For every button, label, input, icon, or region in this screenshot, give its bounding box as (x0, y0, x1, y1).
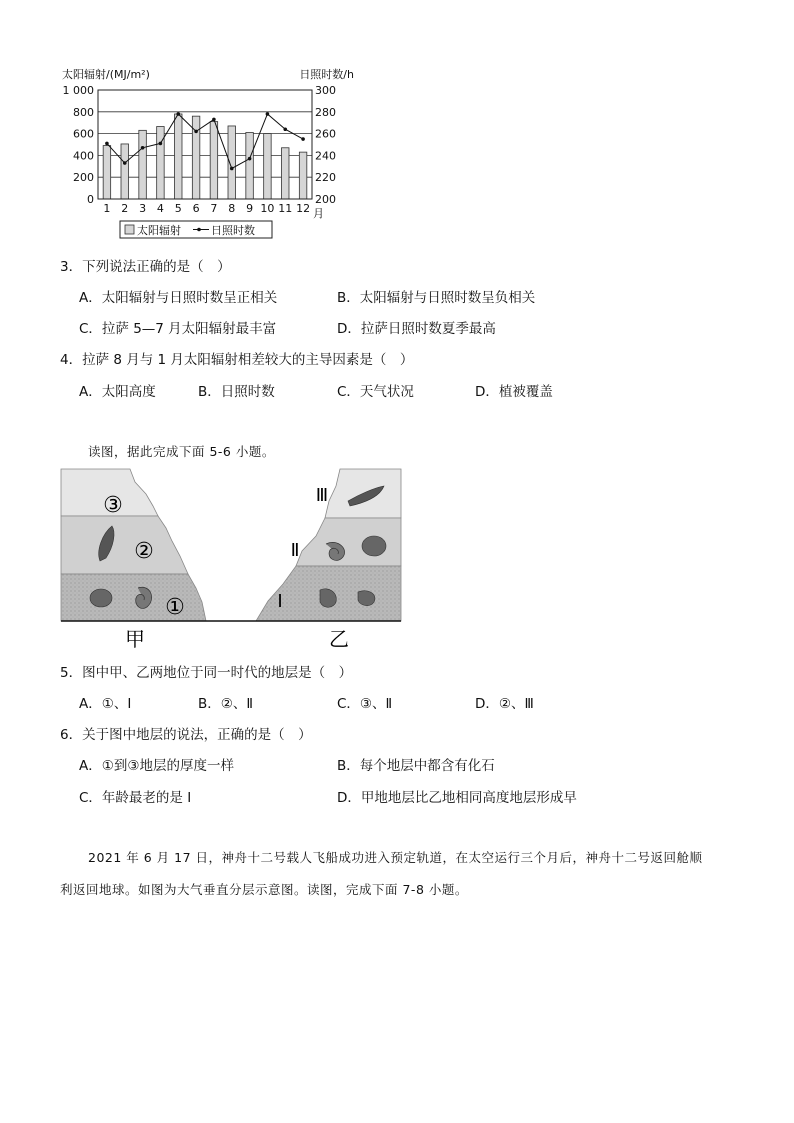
bar-5 (175, 114, 182, 199)
right-layer-label-2: Ⅱ (290, 540, 300, 561)
bar-7 (210, 122, 217, 199)
intro-7-8-line-2: 利返回地球。如图为大气垂直分层示意图。读图，完成下面 7-8 小题。 (60, 882, 468, 897)
bar-12 (299, 152, 306, 199)
bar-1 (103, 146, 110, 199)
chart-legend (120, 221, 272, 238)
line-point-5 (176, 112, 180, 116)
line-point-9 (248, 157, 252, 161)
y-right-tick-label: 260 (315, 127, 336, 141)
question-6-option-a[interactable]: A．①到③地层的厚度一样 (79, 758, 234, 774)
y-right-tick-label: 220 (315, 171, 336, 185)
question-4-option-a[interactable]: A．太阳高度 (79, 384, 156, 400)
question-5-option-d[interactable]: D．②、Ⅲ (475, 696, 534, 712)
line-point-12 (301, 137, 305, 141)
sunshine-hours-line (107, 114, 303, 169)
fossil-shell-right-3 (358, 591, 375, 606)
x-tick-label: 10 (260, 202, 275, 215)
question-4-stem: 4．拉萨 8 月与 1 月太阳辐射相差较大的主导因素是（ ） (60, 352, 414, 368)
right-layer-label-1: Ⅰ (277, 591, 283, 612)
y-left-tick-label: 200 (73, 171, 94, 185)
line-point-8 (230, 167, 234, 171)
question-5-option-a[interactable]: A．①、Ⅰ (79, 696, 132, 712)
x-tick-label: 11 (278, 202, 293, 215)
question-4-option-c[interactable]: C．天气状况 (337, 384, 414, 400)
x-tick-label: 3 (139, 202, 147, 215)
y-right-axis-label: 日照时数/h (299, 68, 354, 81)
question-6-stem: 6．关于图中地层的说法，正确的是（ ） (60, 727, 312, 743)
left-strata (61, 469, 206, 621)
line-point-7 (212, 118, 216, 122)
line-point-6 (194, 130, 198, 134)
left-layer-2 (61, 516, 188, 574)
y-left-tick-label: 1 000 (62, 84, 94, 97)
question-4-option-b[interactable]: B．日照时数 (198, 384, 275, 400)
y-left-tick-label: 400 (73, 149, 94, 163)
legend-line-label: 日照时数 (211, 224, 255, 237)
x-ticks (103, 202, 310, 215)
question-3-stem: 3．下列说法正确的是（ ） (60, 259, 231, 275)
x-tick-label: 7 (210, 202, 218, 215)
x-tick-label: 5 (174, 202, 182, 215)
legend-bar-label: 太阳辐射 (137, 224, 181, 237)
question-5-option-c[interactable]: C．③、Ⅱ (337, 696, 393, 712)
question-5-option-b[interactable]: B．②、Ⅱ (198, 696, 254, 712)
right-strata (256, 469, 401, 621)
bar-11 (282, 148, 289, 199)
y-right-tick-label: 200 (315, 193, 336, 206)
right-layer-label-3: Ⅲ (315, 485, 329, 506)
y-right-tick-label: 300 (315, 84, 336, 97)
question-5-stem: 5．图中甲、乙两地位于同一时代的地层是（ ） (60, 665, 353, 681)
line-point-11 (283, 127, 287, 131)
bar-9 (246, 133, 253, 199)
bar-series (103, 114, 307, 199)
x-tick-label: 12 (296, 202, 311, 215)
line-point-3 (141, 146, 145, 150)
y-left-tick-label: 0 (87, 193, 94, 206)
y-left-axis-label: 太阳辐射/(MJ/m²) (62, 68, 150, 81)
line-point-10 (266, 112, 270, 116)
y-right-tick-label: 240 (315, 149, 336, 163)
x-tick-label: 4 (156, 202, 164, 215)
bar-2 (121, 144, 128, 199)
x-tick-label: 8 (228, 202, 236, 215)
line-point-2 (123, 161, 127, 165)
y-left-tick-label: 800 (73, 105, 94, 119)
question-3-option-a[interactable]: A．太阳辐射与日照时数呈正相关 (79, 290, 278, 306)
question-3-option-d[interactable]: D．拉萨日照时数夏季最高 (337, 321, 496, 337)
question-3-option-c[interactable]: C．拉萨 5—7 月太阳辐射最丰富 (79, 321, 277, 337)
location-label-jia: 甲 (125, 627, 145, 650)
strata-diagram (58, 466, 404, 650)
line-series (105, 112, 305, 170)
x-tick-label: 6 (192, 202, 200, 215)
intro-5-6: 读图，据此完成下面 5-6 小题。 (88, 444, 275, 459)
y-left-tick-label: 600 (73, 127, 94, 141)
y-right-ticks (315, 84, 336, 206)
y-left-ticks (63, 84, 95, 206)
bar-3 (139, 130, 146, 199)
left-layer-label-3: ③ (103, 493, 123, 518)
location-label-yi: 乙 (329, 627, 349, 650)
bar-4 (157, 127, 164, 199)
left-layer-label-1: ① (165, 595, 185, 620)
x-tick-label: 9 (246, 202, 254, 215)
fossil-shell-right-1 (362, 536, 386, 556)
solar-radiation-chart (58, 66, 358, 242)
line-point-4 (159, 142, 163, 146)
question-6-option-c[interactable]: C．年龄最老的是 I (79, 790, 192, 806)
line-point-1 (105, 142, 109, 146)
question-6-option-d[interactable]: D．甲地地层比乙地相同高度地层形成早 (337, 790, 577, 806)
legend-line-marker (197, 228, 201, 232)
chart-gridlines (98, 112, 312, 177)
question-4-option-d[interactable]: D．植被覆盖 (475, 384, 553, 400)
plot-frame (98, 90, 312, 199)
legend-bar-swatch (125, 225, 134, 234)
bar-10 (264, 134, 271, 199)
fossil-shell-left-1 (90, 589, 112, 607)
question-3-option-b[interactable]: B．太阳辐射与日照时数呈负相关 (337, 290, 536, 306)
question-6-option-b[interactable]: B．每个地层中都含有化石 (337, 758, 495, 774)
x-axis-label: 月 (313, 207, 324, 220)
x-tick-label: 1 (103, 202, 111, 215)
x-tick-label: 2 (121, 202, 129, 215)
y-right-tick-label: 280 (315, 105, 336, 119)
intro-7-8-line-1: 2021 年 6 月 17 日，神舟十二号载人飞船成功进入预定轨道，在太空运行三个月后，神舟十二号返回舱顺 (88, 850, 703, 865)
left-layer-label-2: ② (134, 539, 154, 564)
